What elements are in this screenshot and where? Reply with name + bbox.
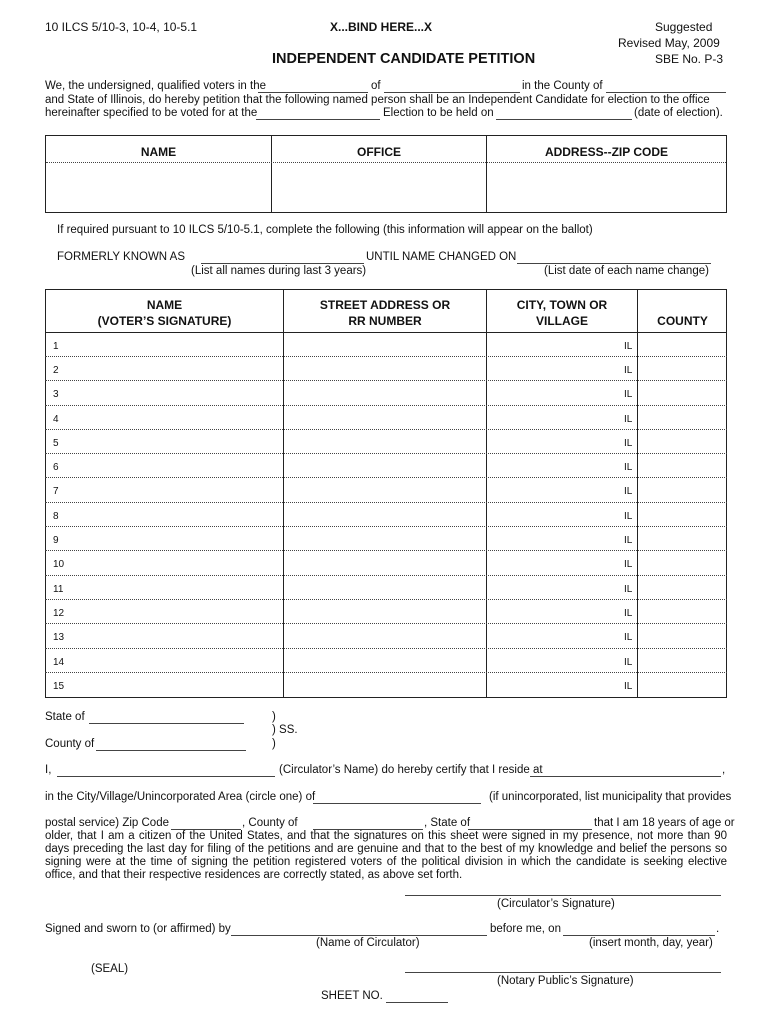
candidate-office-cell[interactable] bbox=[273, 164, 484, 211]
sworn-date-field[interactable] bbox=[563, 935, 715, 936]
venue-county-field[interactable] bbox=[96, 750, 246, 751]
row-divider bbox=[45, 599, 727, 600]
row-state: IL bbox=[624, 365, 633, 376]
intro-line1-c: in the County of bbox=[522, 80, 603, 92]
row-state: IL bbox=[624, 511, 633, 522]
postal-line-c: , State of bbox=[424, 817, 471, 829]
row-number: 9 bbox=[53, 535, 59, 546]
name-change-date-field[interactable] bbox=[517, 263, 711, 264]
row-number: 13 bbox=[53, 632, 65, 643]
county-header: COUNTY bbox=[657, 314, 708, 328]
circulator-name-hint: (Circulator’s Name) do hereby certify that I reside at bbox=[279, 764, 543, 776]
row-number: 3 bbox=[53, 389, 59, 400]
circulator-signature-hint: (Circulator’s Signature) bbox=[497, 898, 615, 910]
row-divider bbox=[45, 453, 727, 454]
candidate-name-header: NAME bbox=[140, 145, 177, 159]
row-number: 12 bbox=[53, 608, 65, 619]
signature-divider-3 bbox=[637, 289, 638, 698]
venue-state-label: State of bbox=[45, 711, 85, 723]
sworn-date-hint: (insert month, day, year) bbox=[589, 937, 713, 949]
name-change-date-hint: (List date of each name change) bbox=[544, 265, 709, 277]
candidate-address-header: ADDRESS--ZIP CODE bbox=[544, 145, 669, 159]
venue-county-label: County of bbox=[45, 738, 95, 750]
seal-label: (SEAL) bbox=[91, 963, 129, 975]
statute-reference: 10 ILCS 5/10-3, 10-4, 10-5.1 bbox=[45, 20, 198, 34]
intro-line1-a: We, the undersigned, qualified voters in the bbox=[45, 80, 266, 92]
candidate-name-cell[interactable] bbox=[47, 164, 269, 211]
residence-comma: , bbox=[722, 764, 726, 776]
row-state: IL bbox=[624, 584, 633, 595]
sworn-label-b: before me, on bbox=[490, 923, 561, 935]
row-state: IL bbox=[624, 414, 633, 425]
venue-paren-1: ) bbox=[272, 711, 276, 723]
voters-of-field[interactable] bbox=[384, 92, 520, 93]
circulator-residence-field[interactable] bbox=[530, 776, 721, 777]
notary-signature-hint: (Notary Public’s Signature) bbox=[497, 975, 634, 987]
row-state: IL bbox=[624, 608, 633, 619]
row-number: 4 bbox=[53, 414, 59, 425]
formerly-known-label: FORMERLY KNOWN AS bbox=[57, 251, 186, 263]
row-state: IL bbox=[624, 486, 633, 497]
form-number: SBE No. P-3 bbox=[655, 52, 724, 66]
candidate-header-divider bbox=[46, 162, 726, 163]
sheet-no-field[interactable] bbox=[386, 1002, 448, 1003]
sheet-no-label: SHEET NO. bbox=[321, 990, 383, 1002]
candidate-office-header: OFFICE bbox=[357, 145, 401, 159]
city-town-header: CITY, TOWN OR bbox=[516, 298, 608, 312]
row-number: 15 bbox=[53, 681, 65, 692]
former-name-note: If required pursuant to 10 ILCS 5/10-5.1, complete the following (this information will appear on the ballot) bbox=[57, 224, 593, 236]
row-state: IL bbox=[624, 632, 633, 643]
row-state: IL bbox=[624, 389, 633, 400]
venue-paren-3: ) bbox=[272, 738, 276, 750]
signature-divider-2 bbox=[486, 289, 487, 698]
until-name-changed-label: UNTIL NAME CHANGED ON bbox=[366, 251, 517, 263]
row-divider bbox=[45, 550, 727, 551]
row-state: IL bbox=[624, 535, 633, 546]
intro-line3-a: hereinafter specified to be voted for at the bbox=[45, 107, 258, 119]
postal-line-d: that I am 18 years of age or bbox=[594, 817, 735, 829]
row-state: IL bbox=[624, 657, 633, 668]
row-state: IL bbox=[624, 438, 633, 449]
office-field[interactable] bbox=[256, 119, 380, 120]
row-divider bbox=[45, 575, 727, 576]
revision-date: Revised May, 2009 bbox=[618, 36, 720, 50]
row-number: 11 bbox=[53, 584, 64, 595]
row-number: 5 bbox=[53, 438, 59, 449]
circulator-name-field[interactable] bbox=[57, 776, 275, 777]
row-divider bbox=[45, 405, 727, 406]
row-divider bbox=[45, 380, 727, 381]
county-field[interactable] bbox=[606, 92, 726, 93]
intro-line3-b: Election to be held on bbox=[383, 107, 494, 119]
row-divider bbox=[45, 477, 727, 478]
intro-line1-b: of bbox=[371, 80, 381, 92]
sworn-name-field[interactable] bbox=[231, 935, 487, 936]
voter-signature-header: (VOTER’S SIGNATURE) bbox=[97, 314, 232, 328]
page-title: INDEPENDENT CANDIDATE PETITION bbox=[272, 51, 536, 67]
postal-line-b: , County of bbox=[242, 817, 298, 829]
voter-name-header: NAME bbox=[146, 298, 183, 312]
notary-signature-line[interactable] bbox=[405, 972, 721, 973]
row-number: 8 bbox=[53, 511, 59, 522]
signature-divider-1 bbox=[283, 289, 284, 698]
row-number: 10 bbox=[53, 559, 65, 570]
candidate-address-cell[interactable] bbox=[488, 164, 725, 211]
row-number: 2 bbox=[53, 365, 59, 376]
venue-state-field[interactable] bbox=[89, 723, 244, 724]
circulator-statement: older, that I am a citizen of the United States, and that the signatures on this sheet were signed in my presence, not more than 90 days preceding the last day for filing of the petitions and are genuine and that to the best of my knowledge and belief the persons so signing were at the time of signing the petition registered voters of the political division in which the candidate is seeking elective office, and that their respective residences are correctly stated, as above set forth. bbox=[45, 830, 727, 881]
village-header: VILLAGE bbox=[535, 314, 588, 328]
bind-here-mark: X...BIND HERE...X bbox=[330, 20, 433, 34]
row-divider bbox=[45, 623, 727, 624]
row-divider bbox=[45, 429, 727, 430]
signature-header-divider bbox=[45, 332, 727, 333]
row-number: 7 bbox=[53, 486, 59, 497]
row-divider bbox=[45, 526, 727, 527]
municipality-field[interactable] bbox=[313, 803, 481, 804]
city-line-b: (if unincorporated, list municipality that provides bbox=[489, 791, 732, 803]
voters-area-field[interactable] bbox=[258, 92, 368, 93]
street-address-header: STREET ADDRESS OR bbox=[319, 298, 451, 312]
row-divider bbox=[45, 356, 727, 357]
circulator-i-label: I, bbox=[45, 764, 52, 776]
city-line-a: in the City/Village/Unincorporated Area (circle one) of bbox=[45, 791, 316, 803]
circulator-signature-line[interactable] bbox=[405, 895, 721, 896]
row-state: IL bbox=[624, 559, 633, 570]
suggested-label: Suggested bbox=[655, 20, 713, 34]
row-state: IL bbox=[624, 681, 633, 692]
row-number: 6 bbox=[53, 462, 59, 473]
intro-line3-c: (date of election). bbox=[634, 107, 723, 119]
row-state: IL bbox=[624, 341, 633, 352]
postal-line-a: postal service) Zip Code bbox=[45, 817, 169, 829]
formerly-known-field[interactable] bbox=[201, 263, 364, 264]
sworn-label-a: Signed and sworn to (or affirmed) by bbox=[45, 923, 231, 935]
row-number: 14 bbox=[53, 657, 65, 668]
row-divider bbox=[45, 502, 727, 503]
election-date-field[interactable] bbox=[496, 119, 632, 120]
row-divider bbox=[45, 648, 727, 649]
intro-line2: and State of Illinois, do hereby petition that the following named person shall be an Independent Candidate for election to the office bbox=[45, 94, 710, 106]
row-state: IL bbox=[624, 462, 633, 473]
former-names-hint: (List all names during last 3 years) bbox=[191, 265, 367, 277]
row-number: 1 bbox=[53, 341, 59, 352]
row-divider bbox=[45, 672, 727, 673]
rr-number-header: RR NUMBER bbox=[348, 314, 422, 328]
venue-ss: ) SS. bbox=[272, 724, 298, 736]
sworn-name-hint: (Name of Circulator) bbox=[316, 937, 420, 949]
sworn-period: . bbox=[716, 923, 720, 935]
